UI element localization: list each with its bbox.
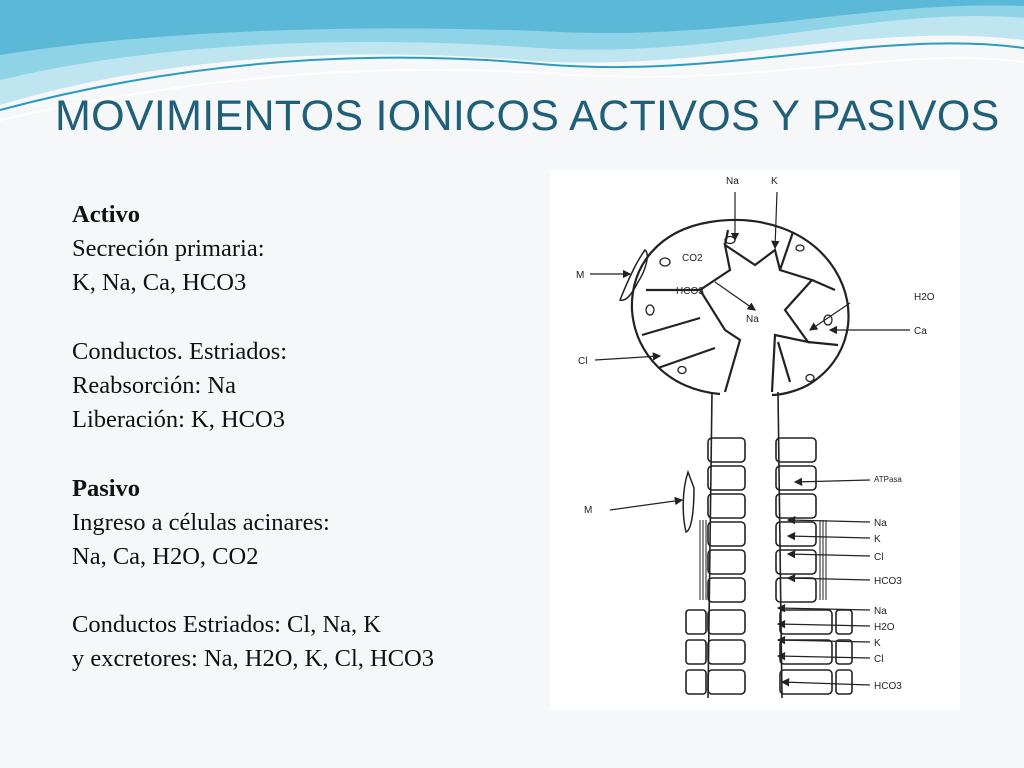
text-line: Secreción primaria: [72, 235, 265, 263]
label-na-top: Na [726, 176, 739, 187]
label-striated-na: Na [874, 518, 887, 529]
text-line-active-heading: Activo [72, 201, 141, 228]
label-ca-right: Ca [914, 326, 927, 337]
text-line: Liberación: K, HCO3 [72, 406, 285, 434]
ion-arrows [590, 192, 910, 685]
label-m-bottom: M [584, 505, 593, 516]
text-line-blank [72, 574, 542, 608]
label-co2: CO2 [682, 253, 703, 264]
text-line: Na, Ca, H2O, CO2 [72, 542, 259, 570]
text-line: Conductos Estriados: Cl, Na, K [72, 611, 381, 639]
text-line: Reabsorción: Na [72, 371, 236, 399]
label-h2o-right: H2O [914, 292, 935, 303]
text-line-blank [72, 437, 542, 471]
label-excretory-cl: Cl [874, 654, 884, 665]
label-striated-hco3: HCO3 [874, 576, 902, 587]
ion-movement-diagram [550, 170, 960, 710]
label-excretory-hco3: HCO3 [874, 681, 902, 692]
label-k-top: K [771, 176, 778, 187]
label-excretory-k: K [874, 638, 881, 649]
label-m-top: M [576, 270, 585, 281]
label-excretory-h2o: H2O [874, 622, 895, 633]
slide-title: MOVIMIENTOS IONICOS ACTIVOS Y PASIVOS [55, 92, 1000, 140]
label-cl-left: Cl [578, 356, 588, 367]
label-hco3-acinus: HCO3 [676, 286, 704, 297]
duct [686, 392, 852, 698]
diagram-svg [550, 170, 960, 710]
text-line: K, Na, Ca, HCO3 [72, 269, 247, 297]
duct-striations [700, 520, 826, 600]
text-line: Conductos. Estriados: [72, 337, 288, 365]
acinus-nuclei [646, 237, 832, 382]
text-line: y excretores: Na, H2O, K, Cl, HCO3 [72, 645, 434, 673]
text-line-blank [72, 301, 542, 335]
slide-body-text [72, 198, 542, 677]
label-atpasa: ATPasa [874, 475, 902, 484]
label-striated-k: K [874, 534, 881, 545]
label-excretory-na: Na [874, 606, 887, 617]
label-na-center: Na [746, 314, 759, 325]
label-striated-cl: Cl [874, 552, 884, 563]
text-line-passive-heading: Pasivo [72, 474, 141, 502]
acinus [632, 220, 849, 395]
text-line: Ingreso a células acinares: [72, 508, 330, 536]
